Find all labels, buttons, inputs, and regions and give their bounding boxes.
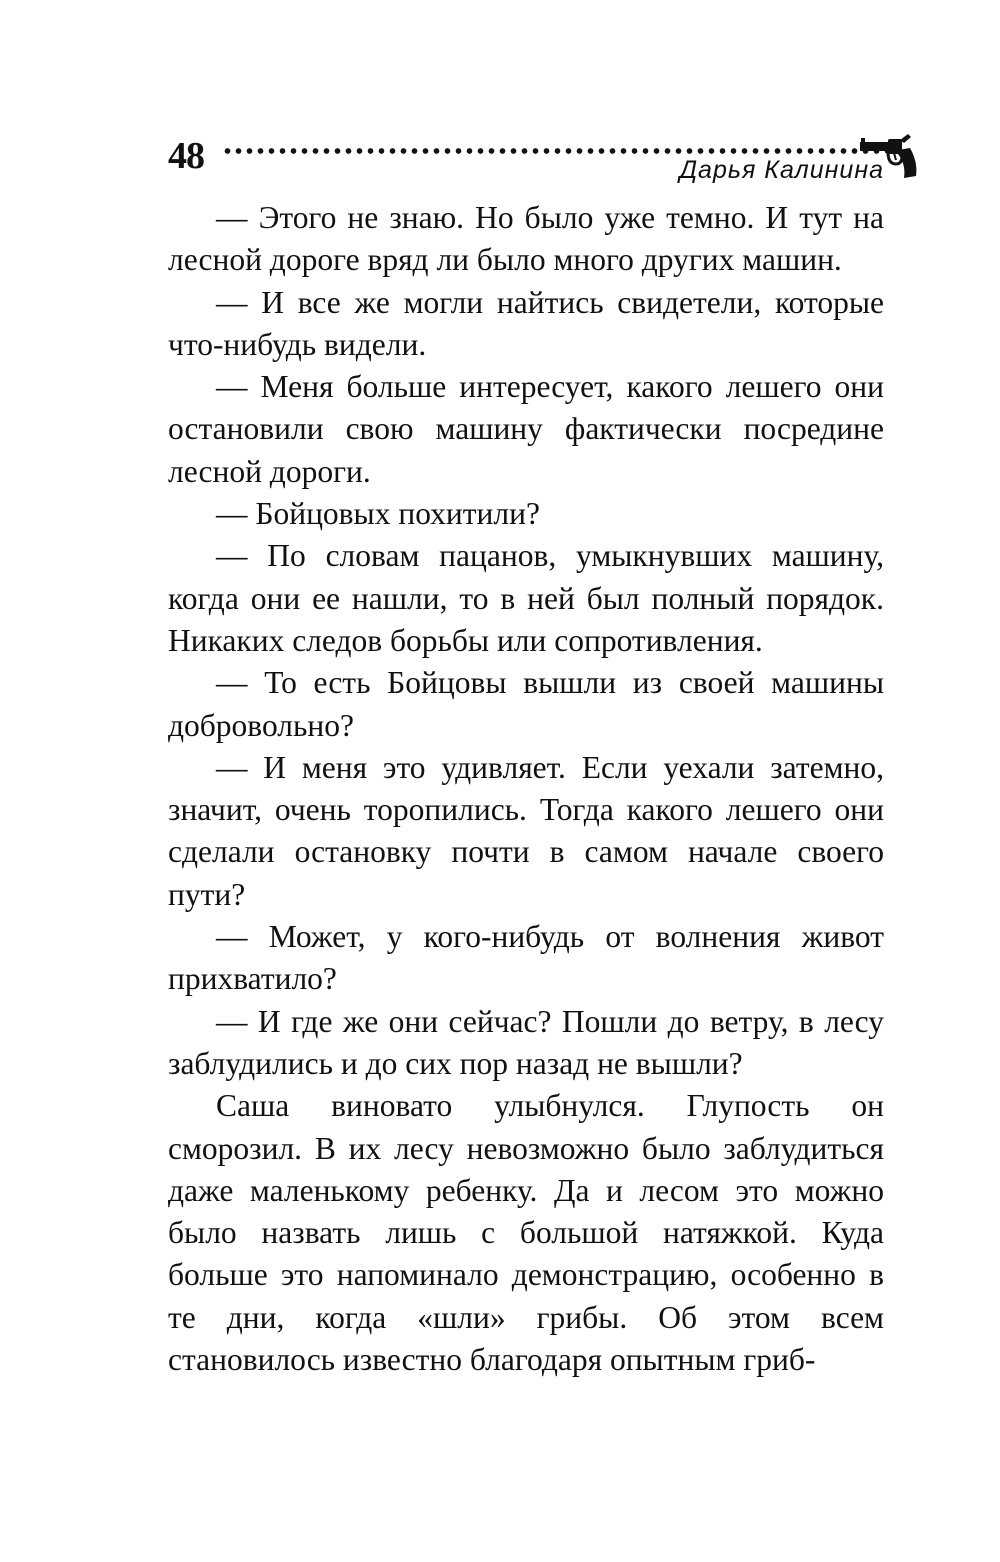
author-name: Дарья Калинина: [679, 156, 884, 184]
paragraph: — По словам пацанов, умыкнувших машину, когда они ее нашли, то в ней был полный порядок. Никаких следов борьбы или сопротивления.: [168, 538, 884, 658]
running-header: [168, 128, 928, 188]
paragraph: — Может, у кого-нибудь от волнения живот прихватило?: [168, 919, 884, 997]
page-number: 48: [168, 135, 204, 177]
paragraph: — И где же они сейчас? Пошли до ветру, в лесу заблудились и до сих пор назад не вышли?: [168, 1003, 884, 1081]
body-text: [168, 197, 884, 1381]
paragraph: — И все же могли найтись свидетели, которые что-нибудь видели.: [168, 284, 884, 362]
paragraph: — Бойцовых похитили?: [216, 496, 540, 532]
paragraph: — Этого не знаю. Но было уже темно. И тут на лесной дороге вряд ли было много других машин.: [168, 200, 884, 278]
paragraph: — Меня больше интересует, какого лешего они остановили свою машину фактически посредине лесной дороги.: [168, 369, 884, 489]
dot-leader: [222, 146, 898, 156]
paragraph: Саша виновато улыбнулся. Глупость он сморозил. В их лесу невозможно было заблудиться даже маленькому ребенку. Да и лесом это можно было назвать лишь с большой натяжкой. Куда больше это напоминало демонстрацию, особенно в те дни, когда «шли» грибы. Об этом всем становилось известно благодаря опытным гриб-: [168, 1088, 884, 1378]
paragraph: — И меня это удивляет. Если уехали затемно, значит, очень торопились. Тогда какого лешего они сделали остановку почти в самом начале своего пути?: [168, 749, 884, 912]
paragraph: — То есть Бойцовы вышли из своей машины добровольно?: [168, 665, 884, 743]
